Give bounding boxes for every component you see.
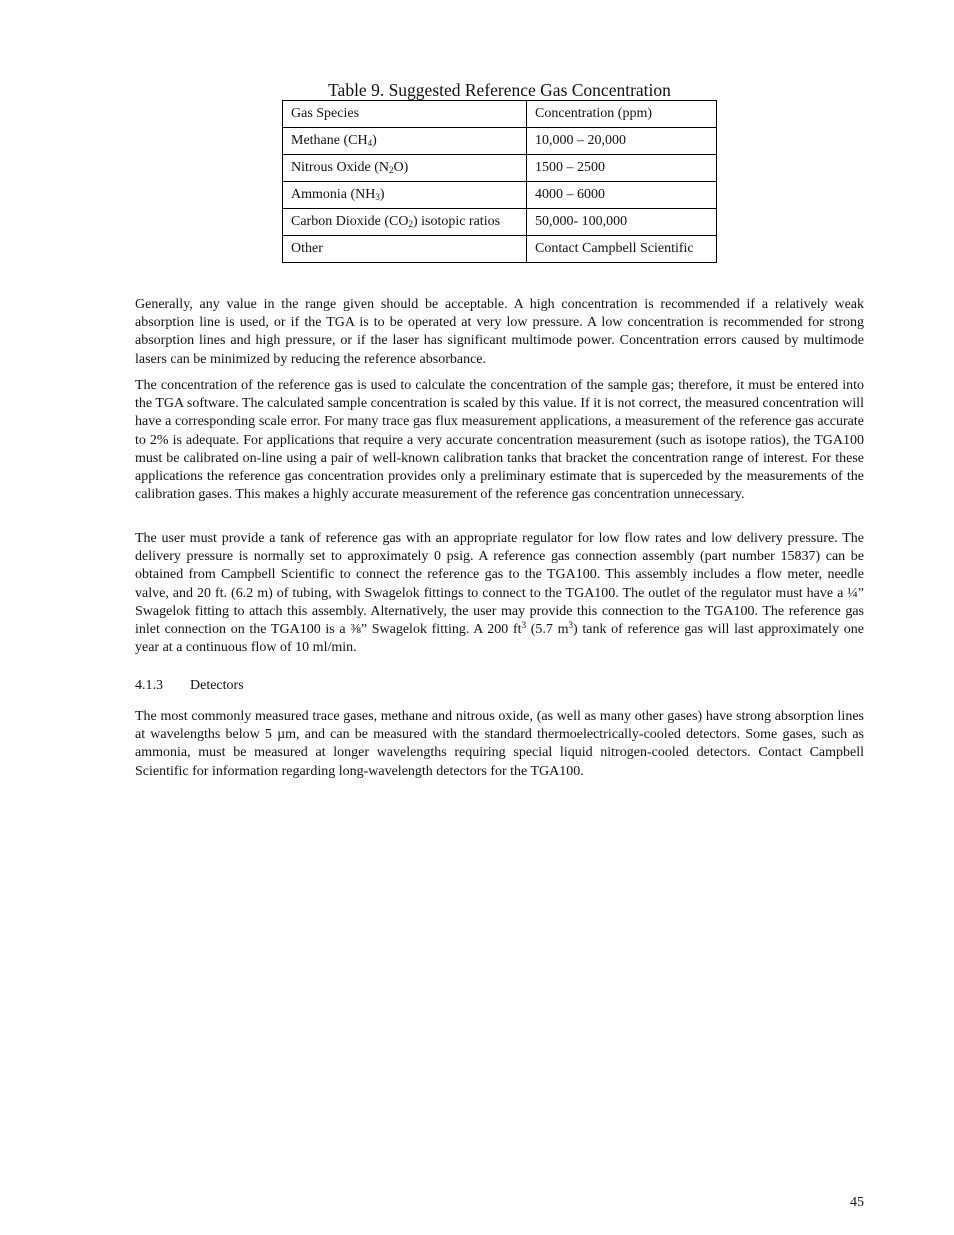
species-subscript: 3	[375, 192, 380, 202]
page-number: 45	[850, 1195, 864, 1210]
reference-gas-table	[282, 100, 717, 263]
table-header-species: Gas Species	[283, 101, 527, 128]
species-text: )	[379, 187, 385, 202]
concentration-cell: Contact Campbell Scientific	[527, 236, 717, 263]
concentration-cell: 1500 – 2500	[527, 155, 717, 182]
regulator-text: (5.7 m	[526, 622, 569, 638]
table-row	[283, 236, 717, 263]
gas-species-cell	[283, 182, 527, 209]
gas-species-cell	[283, 155, 527, 182]
species-text: Ammonia (NH	[291, 187, 376, 202]
species-text: )	[372, 133, 377, 148]
superscript: 3	[568, 620, 573, 631]
table-header-concentration: Concentration (ppm)	[527, 101, 717, 128]
gas-species-cell	[283, 209, 527, 236]
concentration-cell: 50,000- 100,000	[527, 209, 717, 236]
concentration-cell: 10,000 – 20,000	[527, 128, 717, 155]
species-text: Methane (CH	[291, 133, 368, 148]
section-number: 4.1.3	[135, 678, 163, 693]
paragraph-regulator	[135, 530, 864, 657]
table-row	[283, 128, 717, 155]
regulator-text: ) tank of reference gas will last approximately one year at a continuous flow of 10 ml/min.	[135, 622, 864, 656]
table-header-row	[283, 101, 717, 128]
section-title: Detectors	[190, 678, 244, 693]
superscript: 3	[521, 620, 527, 631]
table-row	[283, 155, 717, 182]
regulator-text: The user must provide a tank of reference gas with an appropriate regulator for low flow rates and low delivery pressure. The delivery pressure is normally set to approximately 0 psig. A reference gas connection assembly (part number 15837) can be obtained from Campbell Scientific to connect the reference gas to the TGA100. This assembly includes a flow meter, needle valve, and 20 ft. (6.2 m) of tubing, with Swagelok fittings to connect to the TGA100. The outlet of the regulator must have a ¼” Swagelok fitting to attach this assembly. Alternatively, the user may provide this connection to the TGA100. The reference gas inlet connection on the TGA100 is a ⅜” Swagelok fitting. A 200 ft	[135, 531, 864, 638]
concentration-cell: 4000 – 6000	[527, 182, 717, 209]
table-row	[283, 182, 717, 209]
gas-species-cell	[283, 128, 527, 155]
table-caption: Table 9. Suggested Reference Gas Concentration	[328, 80, 671, 100]
species-text: ) isotopic ratios	[412, 214, 501, 229]
section-heading	[135, 677, 244, 695]
species-text: Carbon Dioxide (CO	[291, 214, 409, 229]
paragraph-software-entry: The concentration of the reference gas is used to calculate the concentration of the sample gas; therefore, it must be entered into the TGA software. The calculated sample concentration is scaled by this value. If it is not correct, the measured concentration will have a corresponding scale error. For many trace gas flux measurement applications, a measurement of the reference gas accurate to 2% is adequate. For applications that require a very accurate concentration measurement (such as isotope ratios), the TGA100 must be calibrated on-line using a pair of well-known calibration tanks that bracket the concentration range of interest. For these applications the reference gas concentration provides only a preliminary estimate that is superceded by the measurements of the calibration gases. This makes a highly accurate measurement of the reference gas concentration unnecessary.	[135, 378, 864, 503]
paragraph-detectors: The most commonly measured trace gases, methane and nitrous oxide, (as well as many other gases) have strong absorption lines at wavelengths below 5 µm, and can be measured with the standard thermoelectrically-cooled detectors. Some gases, such as ammonia, must be measured at longer wavelengths requiring special liquid nitrogen-cooled detectors. Contact Campbell Scientific for information regarding long-wavelength detectors for the TGA100.	[135, 709, 864, 779]
species-text: O)	[393, 160, 409, 175]
species-subscript: 2	[389, 165, 394, 175]
species-subscript: 4	[367, 138, 373, 148]
species-text: Nitrous Oxide (N	[291, 160, 389, 175]
table-row	[283, 209, 717, 236]
species-subscript: 2	[408, 219, 413, 229]
gas-species-cell: Other	[283, 236, 527, 263]
paragraph-concentration-range: Generally, any value in the range given should be acceptable. A high concentration is recommended if a relatively weak absorption line is used, or if the TGA is to be operated at very low pressure. A low concentration is recommended for strong absorption lines and high pressure, or if the laser has significant multimode power. Concentration errors caused by multimode lasers can be minimized by reducing the reference absorbance.	[135, 297, 864, 367]
